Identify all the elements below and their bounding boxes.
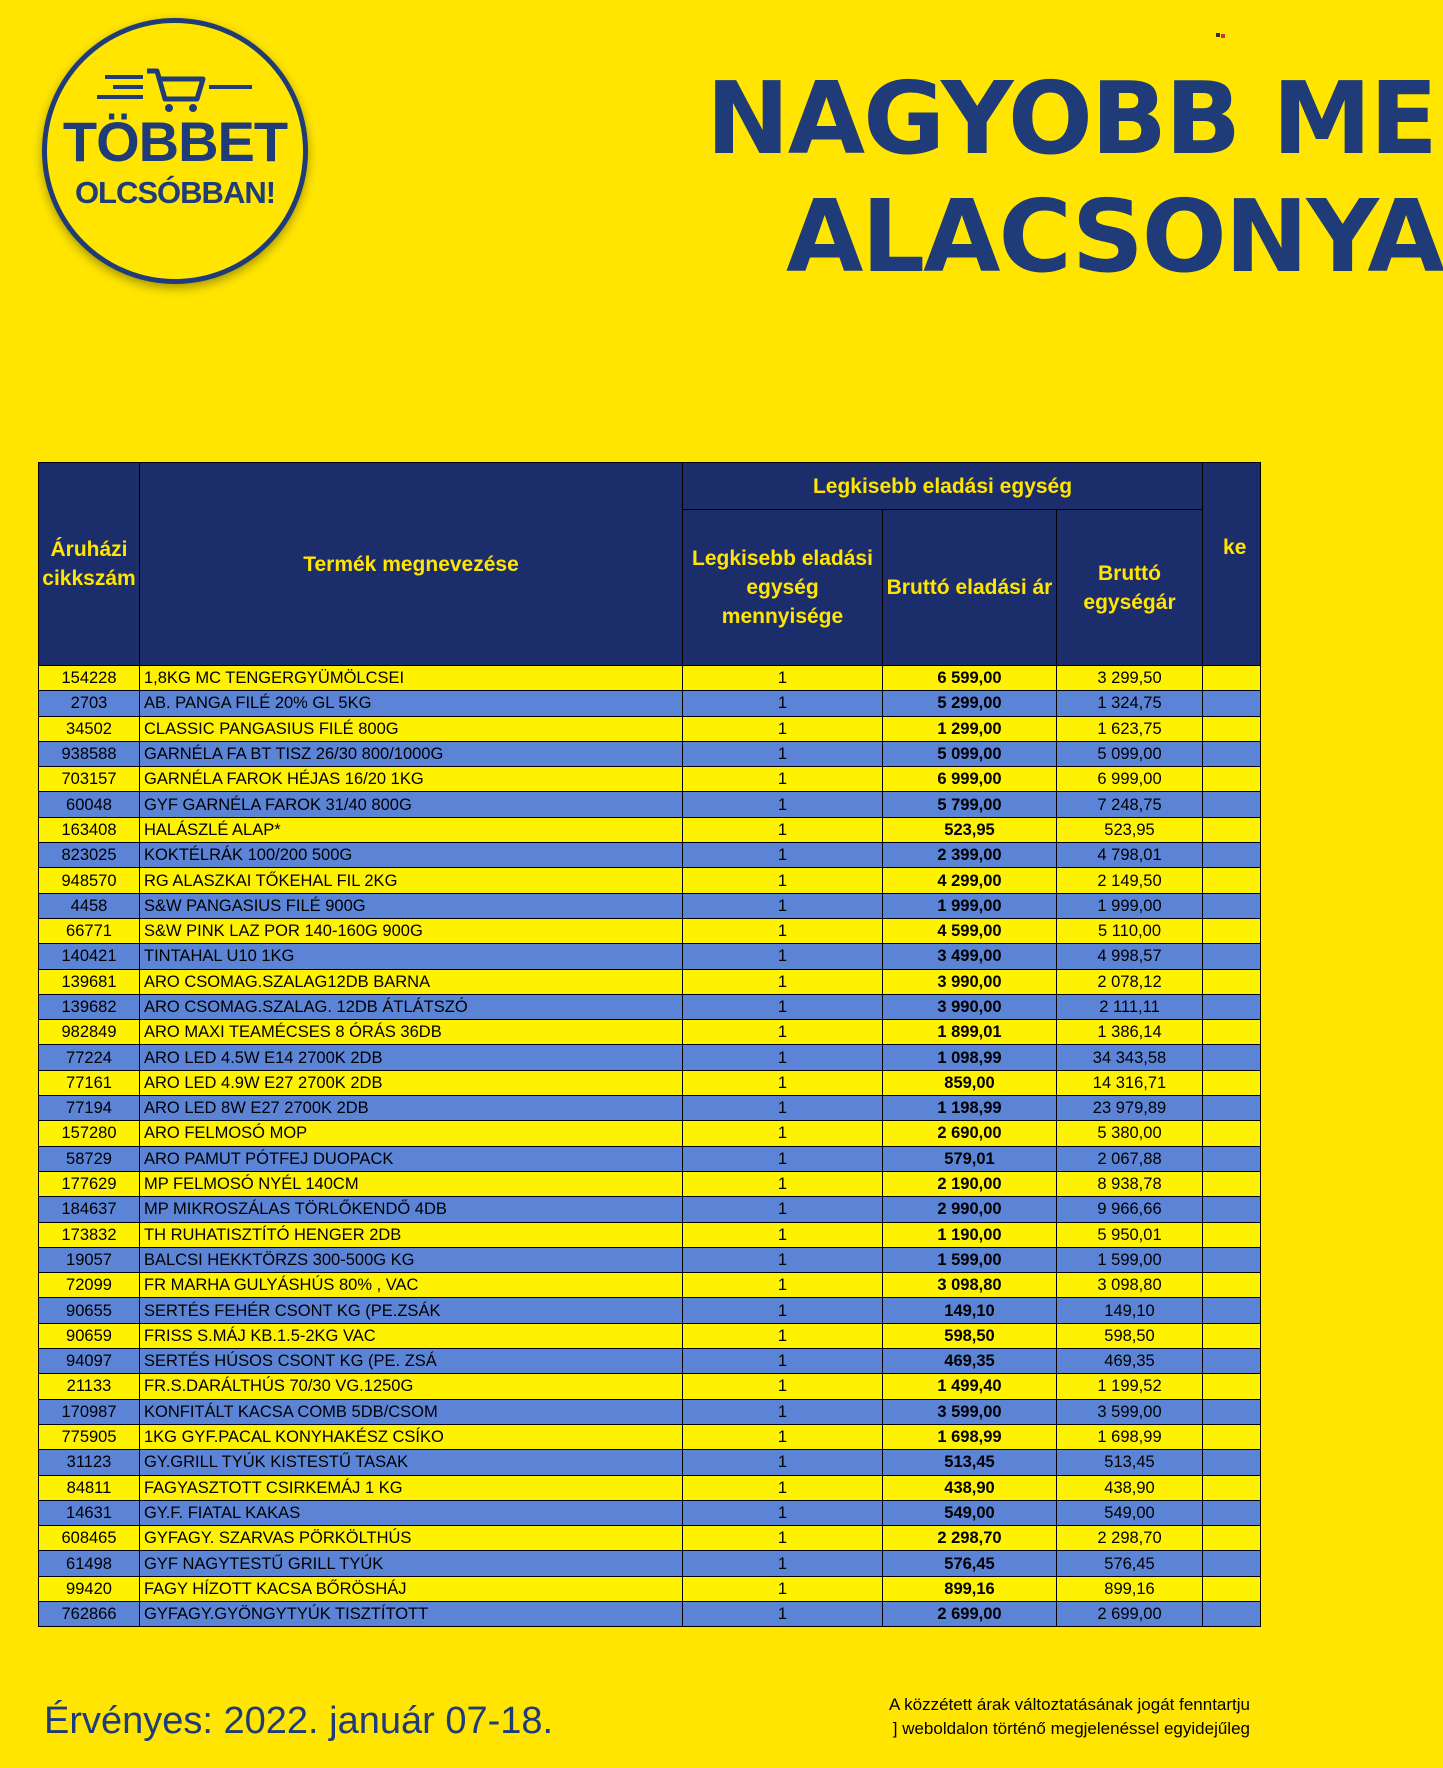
table-row	[39, 994, 1261, 1019]
table-row	[39, 767, 1261, 792]
cell-qty: 1	[683, 1171, 883, 1196]
cell-price: 576,45	[883, 1551, 1057, 1576]
cell-name: ARO FELMOSÓ MOP	[140, 1121, 683, 1146]
cell-price: 3 599,00	[883, 1399, 1057, 1424]
cell-price: 2 399,00	[883, 843, 1057, 868]
cell-name: ARO LED 8W E27 2700K 2DB	[140, 1096, 683, 1121]
cell-sku: 77194	[39, 1096, 140, 1121]
cell-name: HALÁSZLÉ ALAP*	[140, 817, 683, 842]
table-row	[39, 1576, 1261, 1601]
table-body	[39, 666, 1261, 1627]
cell-partial	[1203, 1500, 1261, 1525]
cell-sku: 173832	[39, 1222, 140, 1247]
cell-price: 1 599,00	[883, 1247, 1057, 1272]
cell-unit-price: 5 099,00	[1057, 741, 1203, 766]
header-group	[683, 463, 1203, 510]
cell-sku: 982849	[39, 1020, 140, 1045]
cell-qty: 1	[683, 893, 883, 918]
cell-name: GARNÉLA FAROK HÉJAS 16/20 1KG	[140, 767, 683, 792]
headline-line1: NAGYOBB ME	[706, 60, 1436, 177]
cell-qty: 1	[683, 1424, 883, 1449]
cell-sku: 703157	[39, 767, 140, 792]
cell-sku: 177629	[39, 1171, 140, 1196]
cell-name: GYF NAGYTESTŰ GRILL TYÚK	[140, 1551, 683, 1576]
cell-partial	[1203, 1323, 1261, 1348]
cell-qty: 1	[683, 1601, 883, 1626]
table-row	[39, 792, 1261, 817]
header-qty	[683, 510, 883, 666]
cell-unit-price: 438,90	[1057, 1475, 1203, 1500]
cell-unit-price: 2 149,50	[1057, 868, 1203, 893]
cell-partial	[1203, 1070, 1261, 1095]
cell-sku: 66771	[39, 918, 140, 943]
cell-sku: 90655	[39, 1298, 140, 1323]
header-name	[140, 463, 683, 666]
cell-sku: 94097	[39, 1349, 140, 1374]
cell-partial	[1203, 1526, 1261, 1551]
cell-name: GYF GARNÉLA FAROK 31/40 800G	[140, 792, 683, 817]
header-name-label: Termék megnevezése	[303, 552, 519, 576]
cell-qty: 1	[683, 1399, 883, 1424]
cell-qty: 1	[683, 1222, 883, 1247]
cell-sku: 72099	[39, 1273, 140, 1298]
cell-partial	[1203, 817, 1261, 842]
cell-unit-price: 1 386,14	[1057, 1020, 1203, 1045]
cell-qty: 1	[683, 1576, 883, 1601]
cell-partial	[1203, 843, 1261, 868]
cell-sku: 2703	[39, 691, 140, 716]
cell-partial	[1203, 1399, 1261, 1424]
cell-unit-price: 2 067,88	[1057, 1146, 1203, 1171]
cell-name: FRISS S.MÁJ KB.1.5-2KG VAC	[140, 1323, 683, 1348]
cell-price: 3 499,00	[883, 944, 1057, 969]
cell-sku: 60048	[39, 792, 140, 817]
cell-qty: 1	[683, 666, 883, 691]
cell-partial	[1203, 969, 1261, 994]
disclaimer	[820, 1693, 1250, 1741]
cell-partial	[1203, 1045, 1261, 1070]
cell-sku: 938588	[39, 741, 140, 766]
cell-partial	[1203, 1551, 1261, 1576]
cell-qty: 1	[683, 1020, 883, 1045]
cell-unit-price: 1 698,99	[1057, 1424, 1203, 1449]
cell-sku: 163408	[39, 817, 140, 842]
table-row	[39, 716, 1261, 741]
cell-price: 1 698,99	[883, 1424, 1057, 1449]
table-row	[39, 1374, 1261, 1399]
header-price-label: Bruttó eladási ár	[886, 576, 1053, 599]
cell-price: 523,95	[883, 817, 1057, 842]
cell-partial	[1203, 1171, 1261, 1196]
cell-price: 2 298,70	[883, 1526, 1057, 1551]
cell-price: 1 190,00	[883, 1222, 1057, 1247]
cell-unit-price: 576,45	[1057, 1551, 1203, 1576]
table-row	[39, 1070, 1261, 1095]
cell-name: TH RUHATISZTÍTÓ HENGER 2DB	[140, 1222, 683, 1247]
cell-name: GY.GRILL TYÚK KISTESTŰ TASAK	[140, 1450, 683, 1475]
cell-unit-price: 513,45	[1057, 1450, 1203, 1475]
cell-sku: 90659	[39, 1323, 140, 1348]
cell-name: KOKTÉLRÁK 100/200 500G	[140, 843, 683, 868]
header-unit-price	[1057, 510, 1203, 666]
table-row	[39, 918, 1261, 943]
cell-partial	[1203, 1450, 1261, 1475]
cell-unit-price: 149,10	[1057, 1298, 1203, 1323]
cell-partial	[1203, 994, 1261, 1019]
cell-qty: 1	[683, 918, 883, 943]
cell-qty: 1	[683, 1096, 883, 1121]
cell-qty: 1	[683, 944, 883, 969]
cell-qty: 1	[683, 716, 883, 741]
cell-partial	[1203, 1273, 1261, 1298]
cell-unit-price: 3 098,80	[1057, 1273, 1203, 1298]
cell-unit-price: 1 623,75	[1057, 716, 1203, 741]
cell-unit-price: 1 999,00	[1057, 893, 1203, 918]
cell-unit-price: 2 699,00	[1057, 1601, 1203, 1626]
cell-qty: 1	[683, 1551, 883, 1576]
cell-price: 4 299,00	[883, 868, 1057, 893]
cell-sku: 61498	[39, 1551, 140, 1576]
cell-name: FR MARHA GULYÁSHÚS 80% , VAC	[140, 1273, 683, 1298]
cell-name: S&W PINK LAZ POR 140-160G 900G	[140, 918, 683, 943]
cell-price: 6 599,00	[883, 666, 1057, 691]
table-row	[39, 817, 1261, 842]
cell-partial	[1203, 1096, 1261, 1121]
cell-price: 149,10	[883, 1298, 1057, 1323]
table-row	[39, 1323, 1261, 1348]
cell-name: ARO CSOMAG.SZALAG. 12DB ÁTLÁTSZÓ	[140, 994, 683, 1019]
header-unit-price-label: Bruttó egységár	[1083, 561, 1176, 614]
cell-price: 1 499,40	[883, 1374, 1057, 1399]
table-row	[39, 1424, 1261, 1449]
cell-partial	[1203, 918, 1261, 943]
table-row	[39, 1526, 1261, 1551]
header-sku-label: Áruházi cikkszám	[42, 538, 136, 590]
table-row	[39, 691, 1261, 716]
cell-price: 549,00	[883, 1500, 1057, 1525]
cell-unit-price: 3 599,00	[1057, 1399, 1203, 1424]
cell-name: ARO MAXI TEAMÉCSES 8 ÓRÁS 36DB	[140, 1020, 683, 1045]
cell-partial	[1203, 716, 1261, 741]
cell-name: SERTÉS HÚSOS CSONT KG (PE. ZSÁ	[140, 1349, 683, 1374]
table-row	[39, 1399, 1261, 1424]
table-row	[39, 1197, 1261, 1222]
cell-name: BALCSI HEKKTÖRZS 300-500G KG	[140, 1247, 683, 1272]
cell-qty: 1	[683, 1045, 883, 1070]
cell-price: 3 098,80	[883, 1273, 1057, 1298]
cell-partial	[1203, 1349, 1261, 1374]
header-group-label: Legkisebb eladási egység	[812, 474, 1073, 498]
cell-name: RG ALASZKAI TŐKEHAL FIL 2KG	[140, 868, 683, 893]
cell-unit-price: 34 343,58	[1057, 1045, 1203, 1070]
table-row	[39, 1500, 1261, 1525]
shopping-cart-icon	[97, 65, 257, 115]
table-row	[39, 1020, 1261, 1045]
cell-unit-price: 5 380,00	[1057, 1121, 1203, 1146]
cell-price: 2 990,00	[883, 1197, 1057, 1222]
cell-unit-price: 5 110,00	[1057, 918, 1203, 943]
cell-price: 5 299,00	[883, 691, 1057, 716]
cell-qty: 1	[683, 741, 883, 766]
cell-qty: 1	[683, 1247, 883, 1272]
cell-unit-price: 4 798,01	[1057, 843, 1203, 868]
cell-name: KONFITÁLT KACSA COMB 5DB/CSOM	[140, 1399, 683, 1424]
cell-partial	[1203, 666, 1261, 691]
cell-name: 1KG GYF.PACAL KONYHAKÉSZ CSÍKO	[140, 1424, 683, 1449]
cell-unit-price: 549,00	[1057, 1500, 1203, 1525]
cell-sku: 31123	[39, 1450, 140, 1475]
cell-name: FAGY HÍZOTT KACSA BŐRÖSHÁJ	[140, 1576, 683, 1601]
cell-sku: 4458	[39, 893, 140, 918]
cell-name: TINTAHAL U10 1KG	[140, 944, 683, 969]
cell-qty: 1	[683, 994, 883, 1019]
cell-price: 1 098,99	[883, 1045, 1057, 1070]
cell-qty: 1	[683, 1298, 883, 1323]
cell-price: 4 599,00	[883, 918, 1057, 943]
cell-price: 3 990,00	[883, 994, 1057, 1019]
validity-text: Érvényes: 2022. január 07-18.	[44, 1700, 554, 1742]
cell-unit-price: 5 950,01	[1057, 1222, 1203, 1247]
cell-unit-price: 469,35	[1057, 1349, 1203, 1374]
cell-name: ARO LED 4.9W E27 2700K 2DB	[140, 1070, 683, 1095]
cell-partial	[1203, 1197, 1261, 1222]
cell-sku: 19057	[39, 1247, 140, 1272]
cell-sku: 140421	[39, 944, 140, 969]
cell-qty: 1	[683, 1197, 883, 1222]
cell-qty: 1	[683, 969, 883, 994]
cell-unit-price: 6 999,00	[1057, 767, 1203, 792]
cell-unit-price: 23 979,89	[1057, 1096, 1203, 1121]
cell-name: GYFAGY. SZARVAS PÖRKÖLTHÚS	[140, 1526, 683, 1551]
cell-sku: 139682	[39, 994, 140, 1019]
cell-qty: 1	[683, 1374, 883, 1399]
cell-partial	[1203, 893, 1261, 918]
cell-unit-price: 1 599,00	[1057, 1247, 1203, 1272]
cell-price: 3 990,00	[883, 969, 1057, 994]
table-row	[39, 1298, 1261, 1323]
cell-partial	[1203, 1601, 1261, 1626]
cell-unit-price: 2 078,12	[1057, 969, 1203, 994]
cell-name: CLASSIC PANGASIUS FILÉ 800G	[140, 716, 683, 741]
cell-sku: 775905	[39, 1424, 140, 1449]
cell-qty: 1	[683, 691, 883, 716]
headline-line2: ALACSONYA	[786, 178, 1443, 295]
cell-name: ARO LED 4.5W E14 2700K 2DB	[140, 1045, 683, 1070]
cell-unit-price: 2 298,70	[1057, 1526, 1203, 1551]
cell-partial	[1203, 1121, 1261, 1146]
cell-partial	[1203, 1576, 1261, 1601]
cell-price: 859,00	[883, 1070, 1057, 1095]
cell-name: FAGYASZTOTT CSIRKEMÁJ 1 KG	[140, 1475, 683, 1500]
cell-unit-price: 7 248,75	[1057, 792, 1203, 817]
cell-partial	[1203, 1146, 1261, 1171]
table-row	[39, 1273, 1261, 1298]
cell-partial	[1203, 1424, 1261, 1449]
cell-unit-price: 3 299,50	[1057, 666, 1203, 691]
cell-name: SERTÉS FEHÉR CSONT KG (PE.ZSÁK	[140, 1298, 683, 1323]
header-partial-label: ke	[1223, 536, 1247, 559]
table-row	[39, 666, 1261, 691]
cell-sku: 84811	[39, 1475, 140, 1500]
cell-price: 5 799,00	[883, 792, 1057, 817]
cell-partial	[1203, 1475, 1261, 1500]
table-row	[39, 1045, 1261, 1070]
table-row	[39, 893, 1261, 918]
cell-sku: 823025	[39, 843, 140, 868]
cell-name: MP FELMOSÓ NYÉL 140CM	[140, 1171, 683, 1196]
cell-sku: 139681	[39, 969, 140, 994]
cell-price: 899,16	[883, 1576, 1057, 1601]
cell-qty: 1	[683, 1450, 883, 1475]
cell-sku: 184637	[39, 1197, 140, 1222]
cell-unit-price: 9 966,66	[1057, 1197, 1203, 1222]
header-sku	[39, 463, 140, 666]
cell-sku: 608465	[39, 1526, 140, 1551]
cell-price: 1 999,00	[883, 893, 1057, 918]
cell-qty: 1	[683, 843, 883, 868]
cell-sku: 14631	[39, 1500, 140, 1525]
table-row	[39, 969, 1261, 994]
table-row	[39, 1222, 1261, 1247]
table-row	[39, 1247, 1261, 1272]
cell-qty: 1	[683, 1349, 883, 1374]
cell-price: 513,45	[883, 1450, 1057, 1475]
cell-price: 1 299,00	[883, 716, 1057, 741]
cell-qty: 1	[683, 868, 883, 893]
cell-sku: 948570	[39, 868, 140, 893]
cell-qty: 1	[683, 1475, 883, 1500]
cell-partial	[1203, 1020, 1261, 1045]
cell-partial	[1203, 868, 1261, 893]
cell-qty: 1	[683, 1146, 883, 1171]
cell-qty: 1	[683, 1273, 883, 1298]
cell-qty: 1	[683, 792, 883, 817]
cell-unit-price: 4 998,57	[1057, 944, 1203, 969]
header-partial	[1203, 463, 1261, 666]
cell-sku: 34502	[39, 716, 140, 741]
cell-price: 469,35	[883, 1349, 1057, 1374]
logo-text-line2: OLCSÓBBAN!	[74, 175, 276, 210]
cell-sku: 157280	[39, 1121, 140, 1146]
table-row	[39, 1475, 1261, 1500]
table-row	[39, 843, 1261, 868]
cell-partial	[1203, 1247, 1261, 1272]
cell-price: 2 690,00	[883, 1121, 1057, 1146]
table-row	[39, 741, 1261, 766]
cell-sku: 77224	[39, 1045, 140, 1070]
cell-sku: 762866	[39, 1601, 140, 1626]
table-row	[39, 1551, 1261, 1576]
cell-qty: 1	[683, 1526, 883, 1551]
cell-name: ARO PAMUT PÓTFEJ DUOPACK	[140, 1146, 683, 1171]
header-price	[883, 510, 1057, 666]
table-row	[39, 1121, 1261, 1146]
cell-unit-price: 14 316,71	[1057, 1070, 1203, 1095]
cell-price: 598,50	[883, 1323, 1057, 1348]
cell-price: 2 699,00	[883, 1601, 1057, 1626]
cell-sku: 99420	[39, 1576, 140, 1601]
cell-qty: 1	[683, 1070, 883, 1095]
table-row	[39, 944, 1261, 969]
cell-sku: 77161	[39, 1070, 140, 1095]
header-qty-label: Legkisebb eladási egység mennyisége	[692, 547, 873, 628]
cell-partial	[1203, 691, 1261, 716]
table-row	[39, 868, 1261, 893]
cell-unit-price: 1 324,75	[1057, 691, 1203, 716]
table-row	[39, 1450, 1261, 1475]
cell-unit-price: 899,16	[1057, 1576, 1203, 1601]
cell-price: 1 198,99	[883, 1096, 1057, 1121]
cell-price: 2 190,00	[883, 1171, 1057, 1196]
cell-price: 438,90	[883, 1475, 1057, 1500]
cell-name: 1,8KG MC TENGERGYÜMÖLCSEI	[140, 666, 683, 691]
cell-unit-price: 598,50	[1057, 1323, 1203, 1348]
table-row	[39, 1349, 1261, 1374]
cell-sku: 58729	[39, 1146, 140, 1171]
cell-sku: 154228	[39, 666, 140, 691]
cell-name: GARNÉLA FA BT TISZ 26/30 800/1000G	[140, 741, 683, 766]
cell-name: GY.F. FIATAL KAKAS	[140, 1500, 683, 1525]
cell-qty: 1	[683, 1323, 883, 1348]
cell-name: MP MIKROSZÁLAS TÖRLŐKENDŐ 4DB	[140, 1197, 683, 1222]
cell-qty: 1	[683, 767, 883, 792]
corner-mark-icon	[1216, 33, 1226, 39]
table-row	[39, 1096, 1261, 1121]
cell-partial	[1203, 792, 1261, 817]
cell-name: ARO CSOMAG.SZALAG12DB BARNA	[140, 969, 683, 994]
cell-partial	[1203, 1298, 1261, 1323]
cell-name: GYFAGY.GYÖNGYTYÚK TISZTÍTOTT	[140, 1601, 683, 1626]
cell-qty: 1	[683, 1500, 883, 1525]
cell-sku: 21133	[39, 1374, 140, 1399]
table-row	[39, 1171, 1261, 1196]
table-row	[39, 1146, 1261, 1171]
cell-sku: 170987	[39, 1399, 140, 1424]
cell-partial	[1203, 1222, 1261, 1247]
cell-partial	[1203, 944, 1261, 969]
price-table	[38, 462, 1261, 1627]
cell-partial	[1203, 767, 1261, 792]
cell-unit-price: 1 199,52	[1057, 1374, 1203, 1399]
cell-unit-price: 8 938,78	[1057, 1171, 1203, 1196]
cell-price: 1 899,01	[883, 1020, 1057, 1045]
cell-price: 579,01	[883, 1146, 1057, 1171]
cell-partial	[1203, 1374, 1261, 1399]
cell-price: 6 999,00	[883, 767, 1057, 792]
cell-unit-price: 523,95	[1057, 817, 1203, 842]
cell-name: S&W PANGASIUS FILÉ 900G	[140, 893, 683, 918]
logo-text-line1: TÖBBET	[62, 110, 288, 173]
cell-qty: 1	[683, 817, 883, 842]
cell-price: 5 099,00	[883, 741, 1057, 766]
disclaimer-line2: ] weboldalon történő megjelenéssel egyidejűleg	[892, 1719, 1250, 1738]
cell-name: AB. PANGA FILÉ 20% GL 5KG	[140, 691, 683, 716]
logo-badge	[42, 18, 308, 284]
table-row	[39, 1601, 1261, 1626]
cell-name: FR.S.DARÁLTHÚS 70/30 VG.1250G	[140, 1374, 683, 1399]
disclaimer-line1: A közzétett árak változtatásának jogát fenntartju	[889, 1695, 1250, 1714]
cell-unit-price: 2 111,11	[1057, 994, 1203, 1019]
cell-qty: 1	[683, 1121, 883, 1146]
cell-partial	[1203, 741, 1261, 766]
